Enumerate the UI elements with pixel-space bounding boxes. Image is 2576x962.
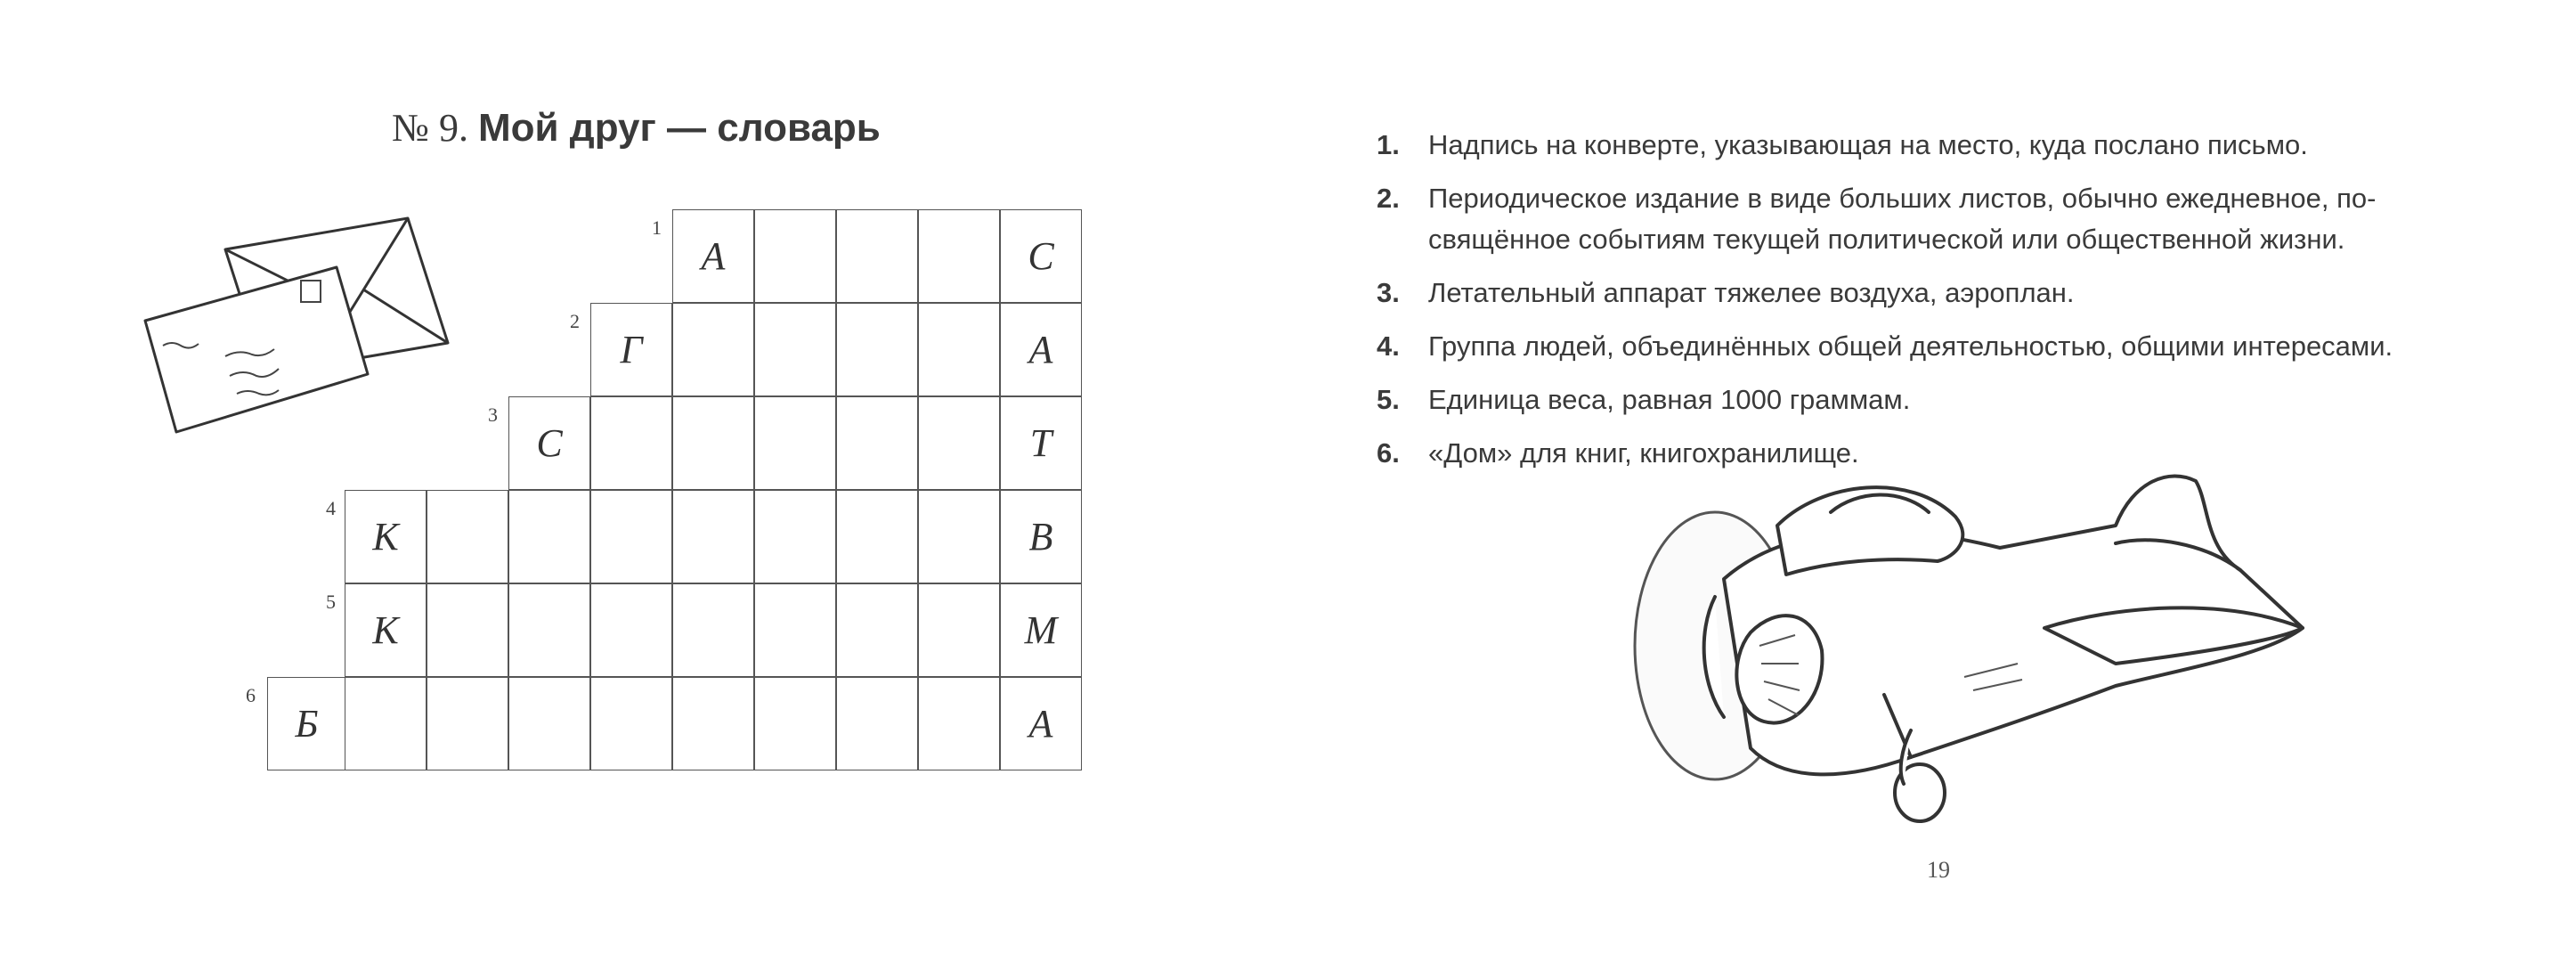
crossword-cell[interactable]: [590, 490, 672, 583]
cell-letter: С: [1028, 234, 1054, 278]
clue-number: 6.: [1377, 437, 1400, 469]
cell-letter: М: [1024, 608, 1058, 652]
clue-number: 2.: [1377, 183, 1400, 214]
right-page: [1288, 0, 2576, 962]
clue-list: [1377, 125, 2445, 486]
crossword-cell[interactable]: [1000, 583, 1082, 677]
crossword-cell[interactable]: [836, 396, 918, 490]
crossword-cell[interactable]: [427, 490, 508, 583]
crossword-cell[interactable]: [754, 209, 836, 303]
crossword-cell[interactable]: [1000, 677, 1082, 770]
clue-number: 5.: [1377, 384, 1400, 415]
cell-letter: Т: [1029, 421, 1052, 465]
crossword-cell[interactable]: [836, 583, 918, 677]
cell-letter: К: [372, 608, 399, 652]
crossword-cell[interactable]: [918, 209, 1000, 303]
crossword-cell[interactable]: [918, 490, 1000, 583]
crossword-cell[interactable]: [836, 677, 918, 770]
cell-letter: В: [1028, 515, 1053, 558]
crossword-cell[interactable]: [345, 677, 427, 770]
crossword-cell[interactable]: [345, 490, 427, 583]
cell-letter: Б: [295, 702, 319, 746]
clue-item: [1377, 326, 2445, 367]
row-number: 4: [326, 497, 336, 519]
clue-item: [1377, 379, 2445, 420]
crossword-cell[interactable]: [672, 209, 754, 303]
crossword-cell[interactable]: [345, 583, 427, 677]
crossword-cell[interactable]: [836, 490, 918, 583]
crossword-cell[interactable]: [672, 583, 754, 677]
row-number: 1: [652, 216, 662, 239]
cell-letter: А: [701, 234, 726, 278]
crossword-cell[interactable]: [508, 583, 590, 677]
crossword-cell[interactable]: [427, 583, 508, 677]
crossword-cell[interactable]: [1000, 303, 1082, 396]
crossword-cell[interactable]: [672, 396, 754, 490]
crossword-cell[interactable]: [1000, 396, 1082, 490]
crossword-cell[interactable]: [590, 583, 672, 677]
crossword-cell[interactable]: [672, 303, 754, 396]
crossword-cell[interactable]: [590, 303, 672, 396]
cell-letter: С: [536, 421, 563, 465]
crossword-cell[interactable]: [754, 396, 836, 490]
crossword-cell[interactable]: [427, 677, 508, 770]
cell-letter: А: [1028, 702, 1053, 746]
page-number: 19: [1927, 857, 1950, 883]
crossword-cell[interactable]: [508, 396, 590, 490]
row-number: 2: [570, 310, 580, 332]
crossword-cell[interactable]: [1000, 209, 1082, 303]
cell-letter: А: [1028, 328, 1053, 371]
airplane-illustration: [1617, 463, 2312, 855]
clue-text: Единица веса, равная 1000 граммам.: [1428, 384, 1911, 415]
crossword-cell[interactable]: [754, 303, 836, 396]
crossword-cell[interactable]: [508, 677, 590, 770]
clue-item: [1377, 273, 2445, 314]
crossword-cell[interactable]: [1000, 490, 1082, 583]
crossword-cell[interactable]: [918, 583, 1000, 677]
crossword-cell[interactable]: [836, 209, 918, 303]
crossword-cell[interactable]: [918, 303, 1000, 396]
exercise-name: Мой друг — словарь: [477, 106, 881, 150]
clue-text: Группа людей, объединённых общей деятельностью, общими интересами.: [1428, 330, 2393, 362]
crossword-cell[interactable]: [590, 396, 672, 490]
clue-text: Периодическое издание в виде больших листов, обычно ежедневное, по- свящённое событиям текущей политической или общественной жизни.: [1428, 183, 2377, 255]
crossword-cell[interactable]: [267, 677, 346, 770]
crossword-cell[interactable]: [918, 396, 1000, 490]
crossword-cell[interactable]: [918, 677, 1000, 770]
crossword-cell[interactable]: [508, 490, 590, 583]
clue-item: [1377, 178, 2445, 260]
row-number: 6: [246, 684, 256, 706]
crossword-cell[interactable]: [754, 677, 836, 770]
crossword-cell[interactable]: [754, 583, 836, 677]
clue-text: Летательный аппарат тяжелее воздуха, аэроплан.: [1428, 277, 2075, 308]
clue-number: 4.: [1377, 330, 1400, 362]
clue-text: Надпись на конверте, указывающая на место, куда послано письмо.: [1428, 129, 2308, 160]
crossword-cell[interactable]: [754, 490, 836, 583]
row-number: 3: [488, 404, 498, 426]
cell-letter: К: [372, 515, 399, 558]
clue-item: [1377, 125, 2445, 166]
crossword-cell[interactable]: [672, 490, 754, 583]
row-number: 5: [326, 591, 336, 613]
clue-text: «Дом» для книг, книгохранилище.: [1428, 437, 1859, 469]
crossword-cell[interactable]: [672, 677, 754, 770]
clue-number: 1.: [1377, 129, 1400, 160]
crossword-cell[interactable]: [836, 303, 918, 396]
cell-letter: Г: [620, 328, 643, 371]
clue-number: 3.: [1377, 277, 1400, 308]
exercise-number: № 9.: [392, 106, 468, 150]
crossword-cell[interactable]: [590, 677, 672, 770]
